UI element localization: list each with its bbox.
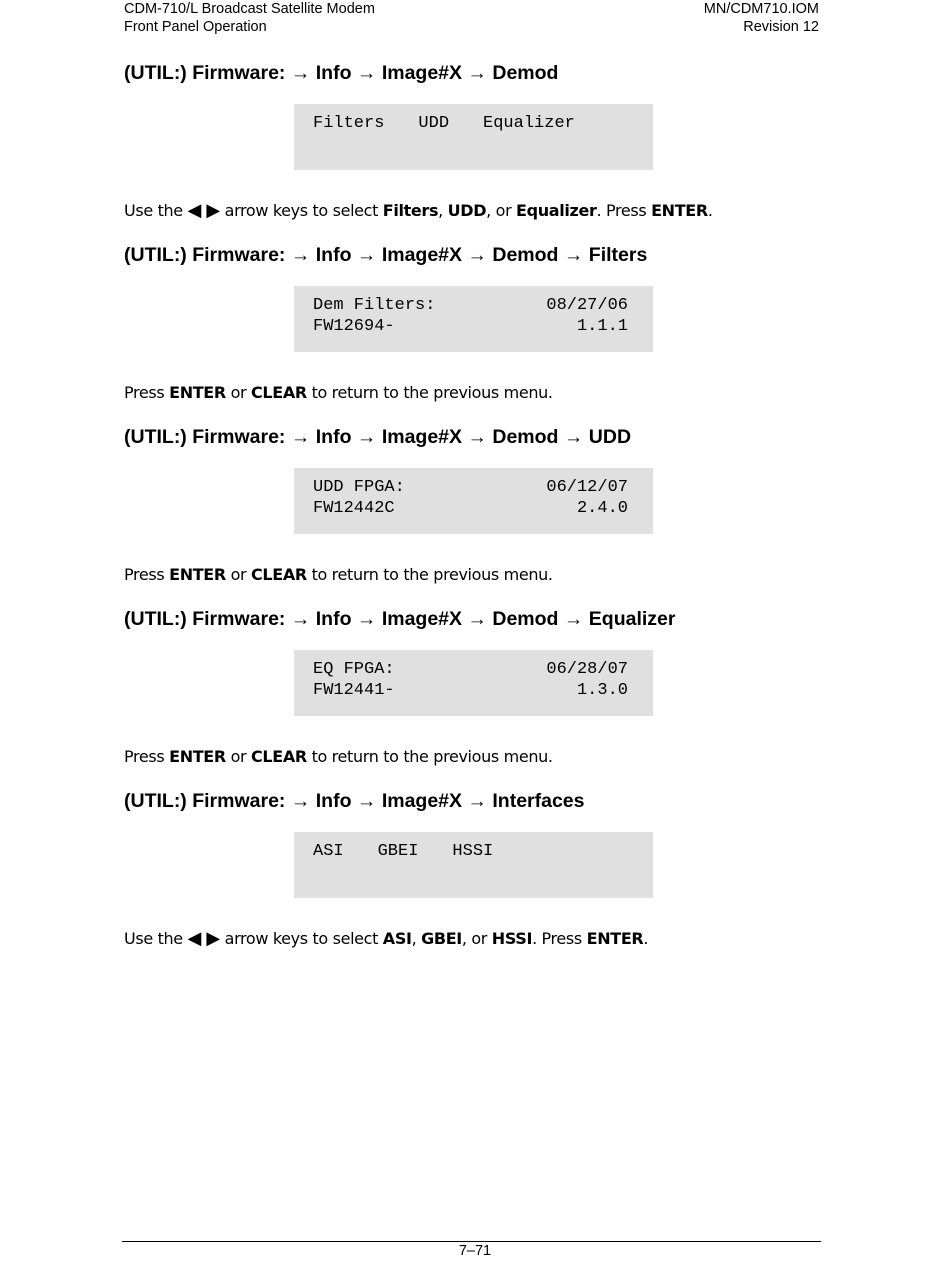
section-heading: (UTIL:) Firmware: → Info → Image#X → Demod → UDD — [124, 426, 632, 448]
section-filters — [124, 240, 824, 404]
lcd-line-2 — [313, 498, 628, 519]
lcd-display — [294, 104, 653, 170]
lcd-firmware-id: FW12441- — [313, 681, 395, 700]
lcd-firmware-id: FW12442C — [313, 499, 395, 518]
lcd-label: UDD FPGA: — [313, 478, 405, 497]
page-number: 7–71 — [458, 1243, 492, 1259]
lcd-line-2 — [313, 680, 628, 701]
lcd-firmware-id: FW12694- — [313, 317, 395, 336]
section-heading: (UTIL:) Firmware: → Info → Image#X → Demod → Filters — [124, 244, 648, 266]
lcd-version: 1.1.1 — [576, 317, 628, 336]
header-row-2 — [124, 18, 819, 36]
section-interfaces — [124, 786, 824, 950]
section-udd — [124, 422, 824, 586]
page-content — [124, 58, 824, 968]
section-heading: (UTIL:) Firmware: → Info → Image#X → Demod → Equalizer — [124, 608, 676, 630]
lcd-version: 1.3.0 — [576, 681, 628, 700]
lcd-label: EQ FPGA: — [313, 660, 395, 679]
lcd-date: 06/28/07 — [546, 660, 628, 679]
doc-number: MN/CDM710.IOM — [703, 1, 819, 17]
header-row-1 — [124, 0, 819, 18]
page-header — [124, 0, 819, 36]
lcd-display — [294, 832, 653, 898]
instruction-text: Use the ◀ ▶ arrow keys to select ASI, GBEI, or HSSI. Press ENTER. — [124, 928, 649, 949]
lcd-date: 06/12/07 — [546, 478, 628, 497]
chapter-title: Front Panel Operation — [124, 19, 267, 35]
section-heading: (UTIL:) Firmware: → Info → Image#X → Interfaces — [124, 790, 585, 812]
lcd-line-1 — [313, 295, 628, 316]
doc-title: CDM-710/L Broadcast Satellite Modem — [124, 1, 375, 17]
lcd-option-filters: Filters — [313, 114, 385, 133]
section-heading: (UTIL:) Firmware: → Info → Image#X → Demod — [124, 62, 559, 84]
lcd-option-udd: UDD — [418, 114, 450, 133]
instruction-text: Press ENTER or CLEAR to return to the previous menu. — [124, 747, 553, 766]
instruction-text: Use the ◀ ▶ arrow keys to select Filters, UDD, or Equalizer. Press ENTER. — [124, 200, 713, 221]
section-demod — [124, 58, 824, 222]
lcd-label: Dem Filters: — [313, 296, 436, 315]
lcd-option-asi: ASI — [313, 842, 344, 861]
lcd-display — [294, 650, 653, 716]
lcd-version: 2.4.0 — [576, 499, 628, 518]
instruction-text: Press ENTER or CLEAR to return to the previous menu. — [124, 565, 553, 584]
revision: Revision 12 — [743, 19, 819, 35]
lcd-line-2 — [313, 316, 628, 337]
lcd-line-1 — [313, 477, 628, 498]
arrow-keys-icon: ◀ ▶ — [187, 928, 220, 949]
instruction-text: Press ENTER or CLEAR to return to the previous menu. — [124, 383, 553, 402]
lcd-date: 08/27/06 — [546, 296, 628, 315]
lcd-option-hssi: HSSI — [452, 842, 494, 861]
lcd-option-equalizer: Equalizer — [483, 114, 575, 133]
lcd-line-1 — [313, 841, 628, 862]
arrow-keys-icon: ◀ ▶ — [187, 200, 220, 221]
section-equalizer — [124, 604, 824, 768]
lcd-display — [294, 468, 653, 534]
lcd-line-1 — [313, 113, 628, 134]
footer-rule — [122, 1241, 821, 1242]
lcd-option-gbei: GBEI — [377, 842, 419, 861]
lcd-display — [294, 286, 653, 352]
lcd-line-1 — [313, 659, 628, 680]
